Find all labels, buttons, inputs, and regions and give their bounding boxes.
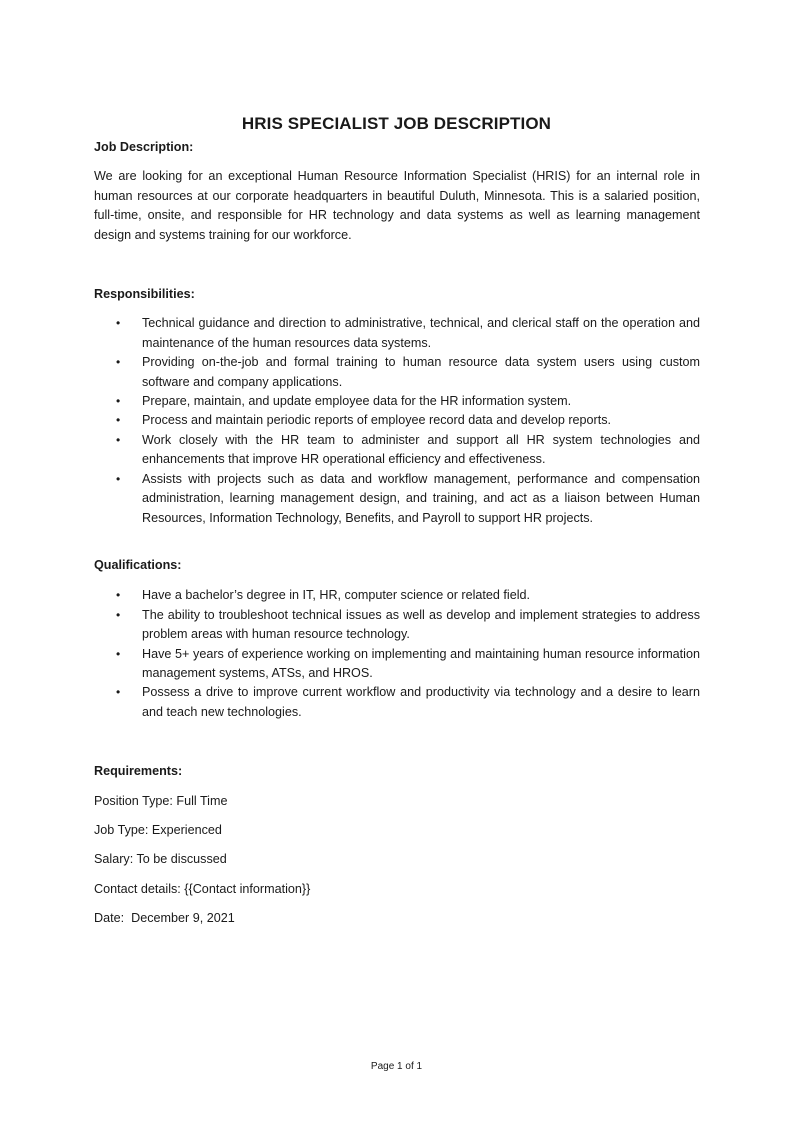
document-body xyxy=(94,138,700,929)
job-description-heading: Job Description: xyxy=(94,140,194,154)
list-item: • Technical guidance and direction to administrative, technical, and clerical staff on the operation and maintenance of the human resources data systems. xyxy=(116,316,700,350)
list-item: • Providing on-the-job and formal training to human resource data system users using custom software and company applications. xyxy=(116,355,700,389)
job-description-text: We are looking for an exceptional Human Resource Information Specialist (HRIS) for an internal role in human resources at our corporate headquarters in beautiful Duluth, Minnesota. This is a salaried position, full-time, onsite, and responsible for HR technology and data systems as well as learning management design and systems training for our workforce. xyxy=(94,169,700,242)
list-item: • Process and maintain periodic reports of employee record data and develop reports. xyxy=(94,411,700,430)
page-footer: Page 1 of 1 xyxy=(370,1061,423,1072)
bullet-icon: • xyxy=(116,413,121,428)
list-item: • Have a bachelor’s degree in IT, HR, computer science or related field. xyxy=(94,586,700,605)
responsibilities-heading: Responsibilities: xyxy=(94,287,195,302)
bullet-icon: • xyxy=(116,316,121,331)
bullet-icon: • xyxy=(116,607,121,622)
list-item: • Possess a drive to improve current workflow and productivity via technology and a desire to learn and teach new technologies. xyxy=(116,685,700,719)
requirements-heading: Requirements: xyxy=(94,764,183,779)
contact-details: Contact details: {{Contact information}} xyxy=(94,881,311,896)
list-item: • Assists with projects such as data and workflow management, performance and compensation administration, learning management design, and training, and act as a liaison between Human Resources, Information Technology, Benefits, and Payroll to support HR projects. xyxy=(116,471,700,525)
bullet-icon: • xyxy=(116,355,121,370)
bullet-icon: • xyxy=(116,471,121,486)
responsibilities-list xyxy=(94,314,700,527)
qualifications-heading: Qualifications: xyxy=(94,557,182,572)
bullet-icon: • xyxy=(116,646,121,661)
document-title: HRIS SPECIALIST JOB DESCRIPTION xyxy=(241,114,552,133)
bullet-icon: • xyxy=(116,432,121,447)
salary: Salary: To be discussed xyxy=(94,852,227,867)
bullet-icon: • xyxy=(116,394,121,409)
qualifications-list xyxy=(94,586,700,722)
list-item: • Prepare, maintain, and update employee data for the HR information system. xyxy=(94,392,700,411)
bullet-icon: • xyxy=(116,588,121,603)
date: Date: December 9, 2021 xyxy=(94,911,235,926)
list-item: • Have 5+ years of experience working on implementing and maintaining human resource information management systems, ATSs, and HROS. xyxy=(116,646,700,680)
list-item: • Work closely with the HR team to administer and support all HR system technologies and enhancements that improve HR operational efficiency and effectiveness. xyxy=(116,432,700,467)
list-item: • The ability to troubleshoot technical issues as well as develop and implement strategies to address problem areas with human resource technology. xyxy=(116,607,700,642)
bullet-icon: • xyxy=(116,685,121,700)
job-type: Job Type: Experienced xyxy=(94,822,222,837)
position-type: Position Type: Full Time xyxy=(94,793,228,808)
